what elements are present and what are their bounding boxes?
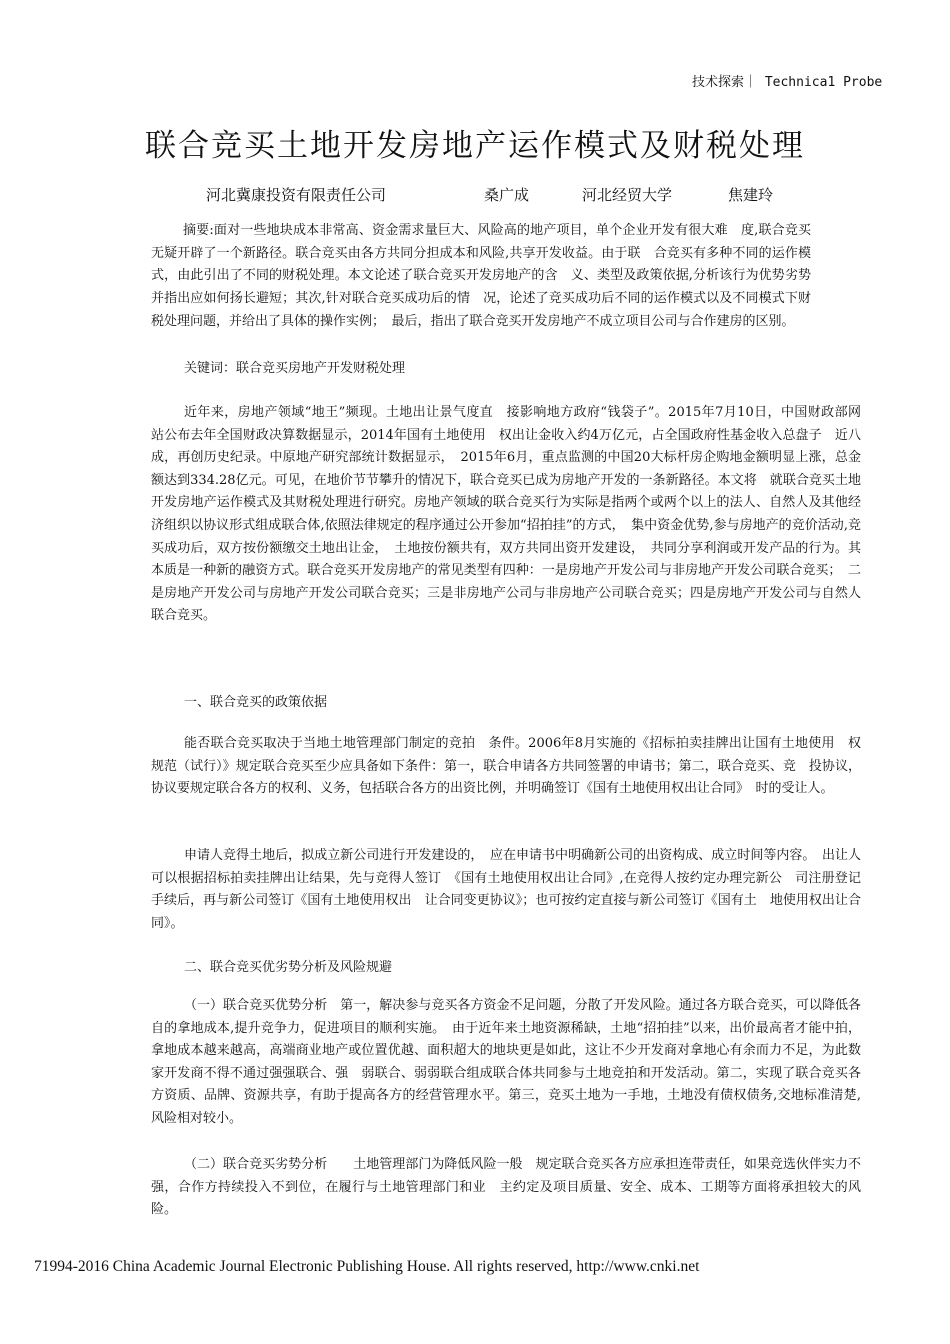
article-title: 联合竞买土地开发房地产运作模式及财税处理 [145,128,805,164]
intro-paragraph: 近年来，房地产领域“地王”频现。土地出让景气度直 接影响地方政府“钱袋子”。2015年7月10日，中国财政部网 站公布去年全国财政决算数据显示，2014年国有土地使用 权出让金收入约4万亿元，占全国政府性基金收入总盘子 近八成，再创历史纪录。中原地产研究部统计数据显示， 2015年6月，重点监测的中国20大标杆房企购地金额明显上涨，总金额达到334.28亿元。可见，在地价节节攀升的情况下，联合竞买已成为房地产开发的一条新路径。本文将 就联合竞买土地开发房地产运作模式及其财税处理进行研究。房地产领域的联合竞买行为实际是指两个或两个以上的法人、自然人及其他经济组织以协议形式组成联合体,依照法律规定的程序通过公开参加“招拍挂”的方式， 集中资金优势,参与房地产的竞价活动,竞买成功后，双方按份额缴交土地出让金， 土地按份额共有，双方共同出资开发建设， 共同分享利润或开发产品的行为。其本质是一种新的融资方式。联合竞买开发房地产的常见类型有四种：一是房地产开发公司与非房地产开发公司联合竞买； 二是房地产开发公司与房地产开发公司联合竞买；三是非房地产公司与非房地产公司联合竞买；四是房地产开发公司与自然人联合竞买。 [151,405,875,624]
affiliation-1: 河北冀康投资有限责任公司 [206,186,387,204]
section-2-heading: 二、联合竞买优劣势分析及风险规避 [184,960,393,975]
affiliation-2: 河北经贸大学 [582,186,673,204]
copyright-footer: 71994-2016 China Academic Journal Electronic Publishing House. All rights reserved, http://www.cnki.net [34,1258,700,1275]
section-1-heading: 一、联合竞买的政策依据 [184,695,328,710]
author-1: 桑广成 [484,186,530,204]
section-2-paragraph-2-block [151,1154,861,1222]
section-1-paragraph-1-block [151,733,861,801]
section-2-paragraph-1-block [151,995,861,1131]
section-1-paragraph-1: 能否联合竞买取决于当地土地管理部门制定的竞拍 条件。2006年8月实施的《招标拍卖挂牌出让国有土地使用 权规范（试行）》规定联合竞买至少应具备如下条件：第一，联合申请各方共同签署的申请书；第二，联合竞买、竞 投协议，协议要规定联合各方的权利、义务，包括联合各方的出资比例，并明确签订《国有土地使用权出让合同》 时的受让人。 [151,736,861,797]
section-tag: 技术探索｜ Technica1 Probe [692,75,883,90]
section-2-paragraph-2: （二）联合竞买劣势分析 土地管理部门为降低风险一般 规定联合竞买各方应承担连带责任，如果竞选伙伴实力不强，合作方持续投入不到位，在履行与土地管理部门和业 主约定及项目质量、安全、成本、工期等方面将承担较大的风险。 [151,1157,861,1218]
abstract: 摘要:面对一些地块成本非常高、资金需求量巨大、风险高的地产项目，单个企业开发有很大难 度,联合竞买无疑开辟了一个新路径。联合竞买由各方共同分担成本和风险,共享开发收益。由于联 合竞买有多种不同的运作模式，由此引出了不同的财税处理。本文论述了联合竞买开发房地产的含 义、类型及政策依据,分析该行为优势劣势并指出应如何扬长避短；其次,针对联合竞买成功后的情 况，论述了竞买成功后不同的运作模式以及不同模式下财税处理问题，并给出了具体的操作实例； 最后，指出了联合竞买开发房地产不成立项目公司与合作建房的区别。 [151,223,811,329]
section-1-paragraph-2: 申请人竞得土地后，拟成立新公司进行开发建设的， 应在申请书中明确新公司的出资构成、成立时间等内容。 出让人可以根据招标拍卖挂牌出让结果，先与竞得人签订 《国有土地使用权出让合同》,在竞得人按约定办理完新公 司注册登记手续后，再与新公司签订《国有土地使用权出 让合同变更协议》；也可按约定直接与新公司签订《国有土 地使用权出让合同》。 [151,848,861,931]
author-2: 焦建玲 [728,186,774,204]
section-1-paragraph-2-block [151,845,861,935]
keywords: 关键词：联合竞买房地产开发财税处理 [184,361,406,376]
section-2-paragraph-1: （一）联合竞买优势分析 第一，解决参与竞买各方资金不足问题，分散了开发风险。通过各方联合竞买，可以降低各自的拿地成本,提升竞争力，促进项目的顺利实施。 由于近年来土地资源稀缺，土地“招拍挂”以来，出价最高者才能中拍，拿地成本越来越高，高端商业地产或位置优越、面积超大的地块更是如此，这让不少开发商对拿地心有余而力不足，为此数家开发商不得不通过强强联合、强 弱联合、弱弱联合组成联合体共同参与土地竞拍和开发活动。第二，实现了联合竞买各方资质、品牌、资源共享，有助于提高各方的经营管理水平。第三，竞买土地为一手地，土地没有债权债务,交地标准清楚,风险相对较小。 [151,998,861,1126]
intro-section [151,402,875,628]
